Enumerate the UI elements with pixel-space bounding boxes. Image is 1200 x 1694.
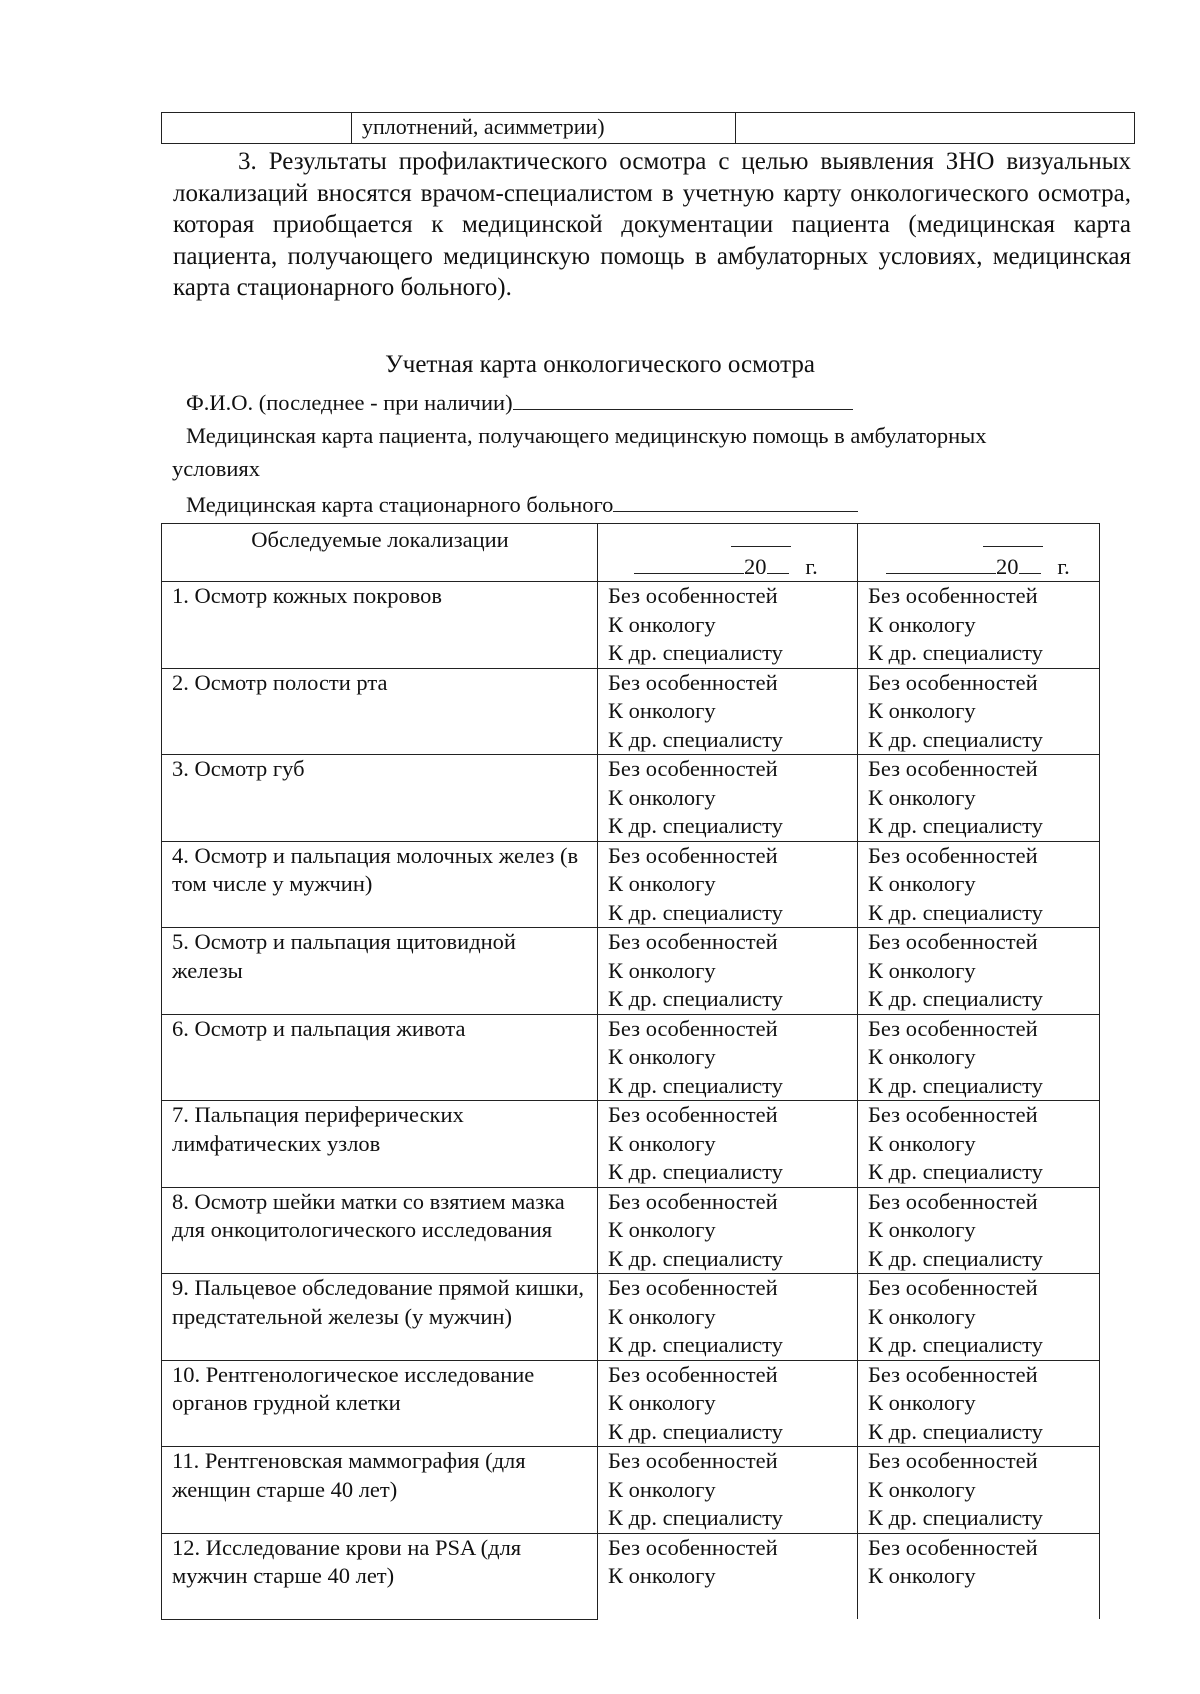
- result-option[interactable]: Без особенностей: [608, 1361, 778, 1387]
- result-option[interactable]: К др. специалисту: [608, 1245, 783, 1271]
- result-cell-2: [858, 1187, 1100, 1274]
- result-option[interactable]: К др. специалисту: [868, 1245, 1043, 1271]
- table-row: [162, 1533, 1100, 1619]
- result-option[interactable]: К онкологу: [868, 871, 976, 896]
- localization-cell: 12. Исследование крови на PSA (для мужчин старше 40 лет): [162, 1533, 598, 1619]
- result-option[interactable]: К онкологу: [868, 1476, 976, 1502]
- result-option[interactable]: К др. специалисту: [868, 1072, 1043, 1098]
- table-row: [162, 1101, 1100, 1188]
- table-row: [162, 928, 1100, 1015]
- result-option[interactable]: К онкологу: [608, 871, 716, 896]
- result-option[interactable]: Без особенностей: [608, 842, 778, 868]
- result-option[interactable]: К онкологу: [868, 1217, 976, 1242]
- result-cell-1: [598, 1274, 858, 1361]
- result-option[interactable]: Без особенностей: [868, 1534, 1038, 1560]
- date-1-year-suffix: г.: [805, 554, 818, 579]
- result-cell-1: [598, 582, 858, 669]
- result-cell-2: [858, 1101, 1100, 1188]
- result-cell-2: [858, 1274, 1100, 1361]
- result-cell-1: [598, 1447, 858, 1534]
- result-cell-1: [598, 1533, 858, 1619]
- result-option[interactable]: К онкологу: [868, 1303, 976, 1329]
- result-option[interactable]: Без особенностей: [868, 842, 1038, 868]
- fio-blank[interactable]: [513, 387, 853, 410]
- result-option[interactable]: К онкологу: [608, 1044, 716, 1069]
- result-option[interactable]: К др. специалисту: [868, 813, 1043, 838]
- fragment-cell-1: [162, 113, 352, 144]
- result-option[interactable]: К онкологу: [608, 1130, 716, 1156]
- result-cell-1: [598, 1360, 858, 1447]
- fio-label: Ф.И.О. (последнее - при наличии): [186, 390, 513, 415]
- result-option[interactable]: Без особенностей: [868, 669, 1038, 695]
- result-option[interactable]: К онкологу: [868, 1044, 976, 1069]
- result-option[interactable]: К др. специалисту: [608, 813, 783, 838]
- date-2-year-prefix: 20: [996, 554, 1019, 579]
- localization-cell: 6. Осмотр и пальпация живота: [162, 1014, 598, 1101]
- result-option[interactable]: Без особенностей: [868, 1361, 1038, 1387]
- result-option[interactable]: К онкологу: [868, 1563, 976, 1588]
- result-option[interactable]: К др. специалисту: [868, 1332, 1043, 1357]
- result-cell-2: [858, 1014, 1100, 1101]
- paragraph-3: 3. Результаты профилактического осмотра с целью выявления ЗНО визуальных локализаций вносятся врачом-специалистом в учетную карту онкологического осмотра, которая приобщается к медицинской документации пациента (медицинская карта пациента, получающего медицинскую помощь в амбулаторных условиях, медицинская карта стационарного больного).: [173, 148, 1131, 301]
- result-option[interactable]: К онкологу: [868, 611, 976, 637]
- result-option[interactable]: К др. специалисту: [608, 986, 783, 1011]
- result-option[interactable]: Без особенностей: [608, 756, 778, 781]
- result-option[interactable]: К др. специалисту: [868, 1159, 1043, 1184]
- result-option[interactable]: К онкологу: [868, 784, 976, 810]
- result-option[interactable]: К др. специалисту: [868, 986, 1043, 1011]
- header-label: Обследуемые локализации: [251, 527, 509, 552]
- result-cell-1: [598, 1014, 858, 1101]
- result-option[interactable]: Без особенностей: [608, 1448, 778, 1473]
- table-row: [162, 1360, 1100, 1447]
- result-option[interactable]: К онкологу: [608, 1303, 716, 1329]
- date-1-year-blank: [767, 551, 789, 574]
- result-cell-2: [858, 755, 1100, 842]
- result-option[interactable]: Без особенностей: [608, 1015, 778, 1041]
- result-cell-2: [858, 1533, 1100, 1619]
- result-option[interactable]: К др. специалисту: [608, 1505, 783, 1530]
- result-option[interactable]: Без особенностей: [868, 929, 1038, 954]
- localization-cell: 3. Осмотр губ: [162, 755, 598, 842]
- table-row: [162, 841, 1100, 928]
- result-option[interactable]: Без особенностей: [868, 583, 1038, 608]
- result-option[interactable]: К др. специалисту: [868, 640, 1043, 665]
- inpatient-line: [186, 489, 858, 520]
- result-cell-2: [858, 1360, 1100, 1447]
- result-option[interactable]: К др. специалисту: [608, 1072, 783, 1098]
- table-header-row: [162, 524, 1100, 582]
- result-cell-1: [598, 841, 858, 928]
- result-option[interactable]: К др. специалисту: [608, 899, 783, 925]
- table-row: [162, 668, 1100, 755]
- result-option[interactable]: Без особенностей: [868, 1448, 1038, 1473]
- result-option[interactable]: Без особенностей: [868, 756, 1038, 781]
- localization-cell: 2. Осмотр полости рта: [162, 668, 598, 755]
- fragment-cell-3: [736, 113, 1135, 144]
- header-localization: [162, 524, 598, 582]
- fragment-cell-2: уплотнений, асимметрии): [352, 113, 736, 144]
- result-cell-1: [598, 928, 858, 1015]
- result-cell-1: [598, 1187, 858, 1274]
- date-1-text: [634, 551, 818, 582]
- outpatient-label-line1: Медицинская карта пациента, получающего медицинскую помощь в амбулаторных: [186, 423, 987, 448]
- date-2-text: [886, 551, 1070, 582]
- outpatient-label-line2: условиях: [172, 456, 260, 481]
- inpatient-blank[interactable]: [613, 489, 858, 512]
- result-option[interactable]: Без особенностей: [868, 1015, 1038, 1041]
- result-option[interactable]: К онкологу: [608, 1476, 716, 1502]
- result-option[interactable]: Без особенностей: [608, 1102, 778, 1127]
- result-cell-1: [598, 1101, 858, 1188]
- result-option[interactable]: К онкологу: [608, 957, 716, 983]
- table-row: [162, 755, 1100, 842]
- result-option[interactable]: К др. специалисту: [608, 1332, 783, 1357]
- localization-cell: 11. Рентгеновская маммография (для женщин старше 40 лет): [162, 1447, 598, 1534]
- date-2-year-blank: [1019, 551, 1041, 574]
- fio-line: [186, 387, 853, 418]
- result-cell-1: [598, 755, 858, 842]
- card-title: Учетная карта онкологического осмотра: [385, 351, 815, 378]
- result-option[interactable]: К онкологу: [608, 1390, 716, 1415]
- result-option[interactable]: Без особенностей: [608, 929, 778, 954]
- result-option[interactable]: К др. специалисту: [868, 1418, 1043, 1444]
- localization-cell: 10. Рентгенологическое исследование органов грудной клетки: [162, 1360, 598, 1447]
- result-cell-2: [858, 668, 1100, 755]
- date-1-month-blank: [634, 551, 744, 574]
- result-option[interactable]: К онкологу: [608, 1217, 716, 1242]
- date-2-day-blank: [983, 546, 1043, 547]
- result-option[interactable]: Без особенностей: [608, 583, 778, 608]
- localization-cell: 1. Осмотр кожных покровов: [162, 582, 598, 669]
- result-option[interactable]: К онкологу: [608, 611, 716, 637]
- previous-table-fragment: [161, 112, 1135, 144]
- table-row: [162, 582, 1100, 669]
- table-row: [162, 1447, 1100, 1534]
- localization-cell: 4. Осмотр и пальпация молочных желез (в том числе у мужчин): [162, 841, 598, 928]
- result-cell-2: [858, 582, 1100, 669]
- result-option[interactable]: Без особенностей: [868, 1102, 1038, 1127]
- date-1-year-prefix: 20: [744, 554, 767, 579]
- result-cell-1: [598, 668, 858, 755]
- result-option[interactable]: К онкологу: [868, 1130, 976, 1156]
- result-option[interactable]: К онкологу: [868, 698, 976, 723]
- result-option[interactable]: К др. специалисту: [608, 1159, 783, 1184]
- result-option[interactable]: Без особенностей: [868, 1188, 1038, 1214]
- table-row: [162, 1187, 1100, 1274]
- localization-cell: 9. Пальцевое обследование прямой кишки, предстательной железы (у мужчин): [162, 1274, 598, 1361]
- result-option[interactable]: К др. специалисту: [608, 640, 783, 665]
- result-option[interactable]: К др. специалисту: [608, 726, 783, 752]
- date-1-day-blank: [731, 546, 791, 547]
- result-option[interactable]: Без особенностей: [608, 1275, 778, 1300]
- header-date-1[interactable]: [598, 524, 858, 582]
- result-option[interactable]: К др. специалисту: [608, 1418, 783, 1444]
- result-option[interactable]: К др. специалисту: [868, 726, 1043, 752]
- result-option[interactable]: Без особенностей: [608, 1188, 778, 1214]
- result-cell-2: [858, 928, 1100, 1015]
- result-option[interactable]: К др. специалисту: [868, 899, 1043, 925]
- localization-cell: 5. Осмотр и пальпация щитовидной железы: [162, 928, 598, 1015]
- result-option[interactable]: К онкологу: [608, 698, 716, 723]
- table-row: [162, 1274, 1100, 1361]
- header-date-2[interactable]: [858, 524, 1100, 582]
- result-option[interactable]: К онкологу: [608, 784, 716, 810]
- oncology-exam-table: [161, 523, 1100, 1620]
- date-2-month-blank: [886, 551, 996, 574]
- result-option[interactable]: Без особенностей: [868, 1275, 1038, 1300]
- localization-cell: 7. Пальпация периферических лимфатических узлов: [162, 1101, 598, 1188]
- result-cell-2: [858, 1447, 1100, 1534]
- result-option[interactable]: Без особенностей: [608, 669, 778, 695]
- result-option[interactable]: К онкологу: [868, 957, 976, 983]
- localization-cell: 8. Осмотр шейки матки со взятием мазка для онкоцитологического исследования: [162, 1187, 598, 1274]
- table-row: [162, 1014, 1100, 1101]
- result-option[interactable]: К онкологу: [868, 1390, 976, 1415]
- result-option[interactable]: К др. специалисту: [868, 1505, 1043, 1530]
- result-option[interactable]: Без особенностей: [608, 1534, 778, 1560]
- result-cell-2: [858, 841, 1100, 928]
- date-2-year-suffix: г.: [1057, 554, 1070, 579]
- inpatient-label: Медицинская карта стационарного больного: [186, 492, 614, 517]
- result-option[interactable]: К онкологу: [608, 1563, 716, 1588]
